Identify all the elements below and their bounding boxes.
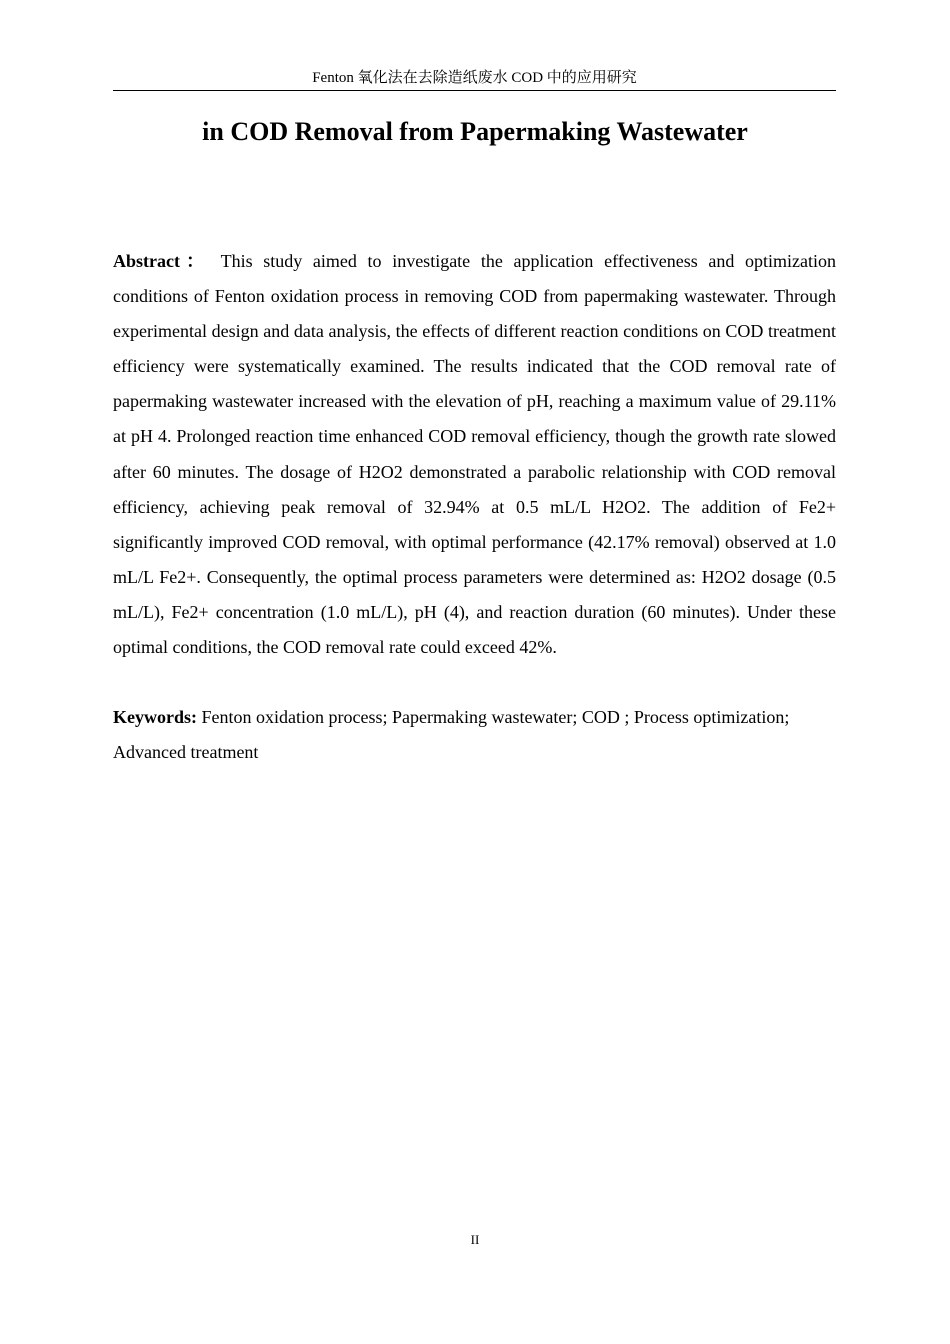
abstract-paragraph: [113, 244, 836, 665]
abstract-label: Abstract：: [113, 251, 211, 271]
keywords-paragraph: [113, 700, 836, 770]
running-header-text: Fenton 氧化法在去除造纸废水 COD 中的应用研究: [312, 70, 637, 86]
page-title: in COD Removal from Papermaking Wastewater: [202, 117, 748, 146]
running-header: [113, 66, 836, 91]
abstract-text: This study aimed to investigate the application effectiveness and optimization conditions of Fenton oxidation process in removing COD from papermaking wastewater. Through experimental design and data analysis, the effects of different reaction conditions on COD treatment efficiency were systematically examined. The results indicated that the COD removal rate of papermaking wastewater increased with the elevation of pH, reaching a maximum value of 29.11% at pH 4. Prolonged reaction time enhanced COD removal efficiency, though the growth rate slowed after 60 minutes. The dosage of H2O2 demonstrated a parabolic relationship with COD removal efficiency, achieving peak removal of 32.94% at 0.5 mL/L H2O2. The addition of Fe2+ significantly improved COD removal, with optimal performance (42.17% removal) observed at 1.0 mL/L Fe2+. Consequently, the optimal process parameters were determined as: H2O2 dosage (0.5 mL/L), Fe2+ concentration (1.0 mL/L), pH (4), and reaction duration (60 minutes). Under these optimal conditions, the COD removal rate could exceed 42%.: [113, 251, 836, 658]
keywords-label: Keywords:: [113, 707, 197, 727]
page-number: II: [470, 1232, 480, 1247]
keywords-text: Fenton oxidation process; Papermaking wastewater; COD ; Process optimization; Advanced treatment: [113, 707, 790, 762]
